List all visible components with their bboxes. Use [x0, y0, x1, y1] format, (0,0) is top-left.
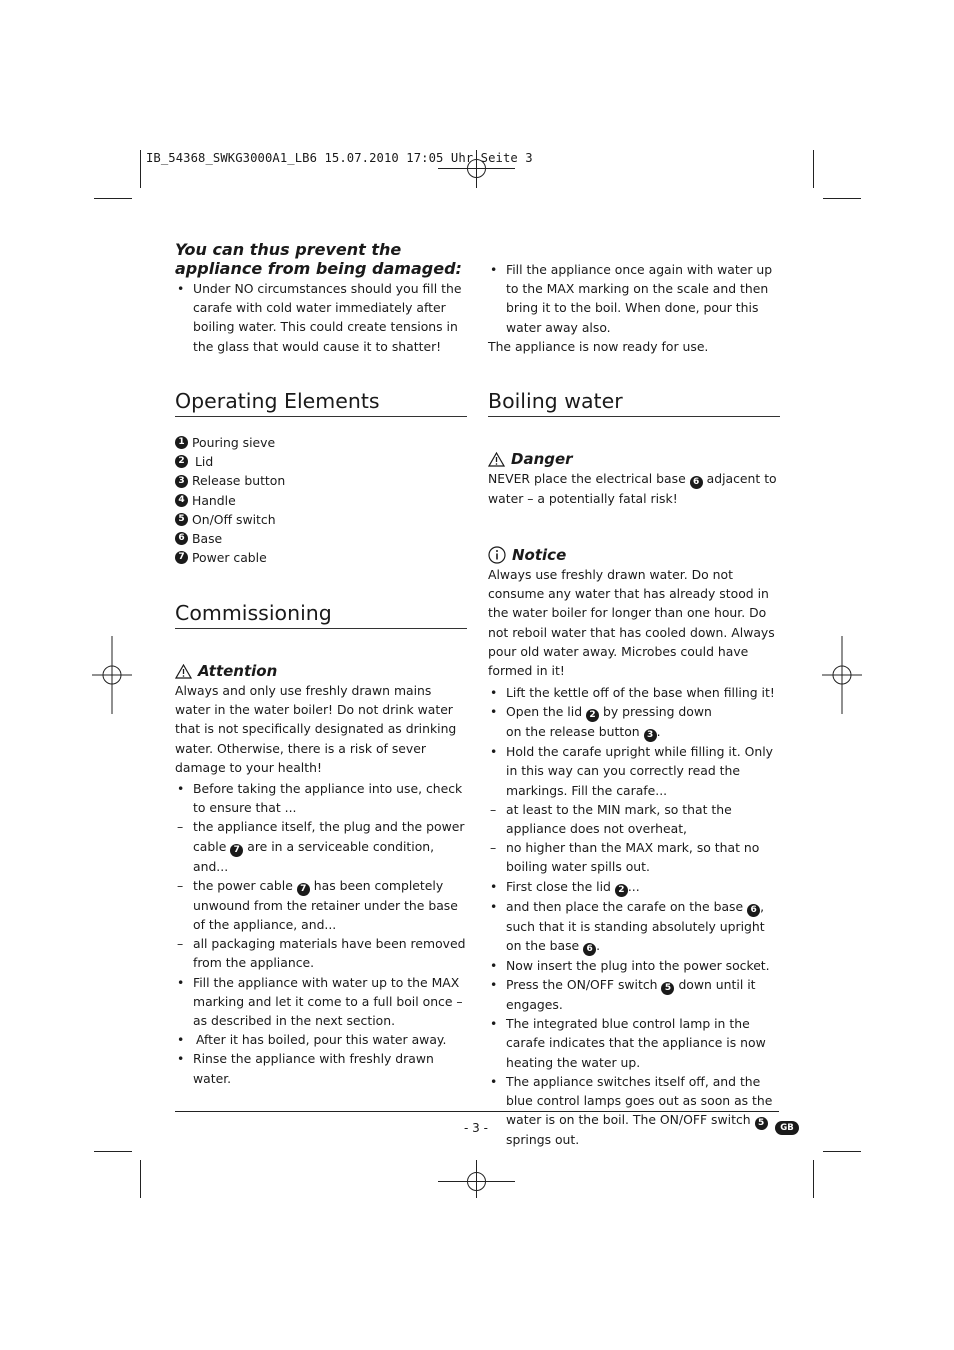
commissioning-heading: Commissioning — [175, 600, 467, 629]
language-badge: GB — [775, 1121, 799, 1135]
footer-rule — [175, 1111, 779, 1112]
number-badge: 6 — [747, 904, 760, 917]
registration-mark-left — [92, 636, 132, 714]
operating-elements-heading: Operating Elements — [175, 388, 467, 417]
registration-mark-right — [822, 636, 862, 714]
list-item: • First close the lid 2 ... — [490, 878, 640, 895]
list-item: • After it has boiled, pour this water away. — [177, 1032, 447, 1048]
list-item: 7 Power cable — [175, 548, 467, 567]
list-item: – all packaging materials have been removed from the appliance. — [177, 936, 466, 971]
list-item: – no higher than the MAX mark, so that no boiling water spills out. — [490, 840, 760, 875]
warning-triangle-icon — [488, 452, 505, 467]
operating-elements-list — [175, 433, 467, 567]
list-item: 1 Pouring sieve — [175, 433, 467, 452]
list-item: 5 On/Off switch — [175, 510, 467, 529]
list-item: • The integrated blue control lamp in the carafe indicates that the appliance is now heating the water up. — [490, 1016, 766, 1070]
list-item: – the appliance itself, the plug and the power cable 7 are in a serviceable condition, and... — [177, 819, 465, 874]
danger-note — [488, 449, 780, 508]
warning-triangle-icon — [175, 664, 192, 679]
number-badge: 2 — [586, 709, 599, 722]
number-badge: 2 — [175, 455, 188, 468]
list-item: • Fill the appliance once again with water up to the MAX marking on the scale and then bring it to the boil. When done, pour this water away also. — [490, 262, 773, 335]
list-item: • Press the ON/OFF switch 5 down until it engages. — [490, 977, 756, 1013]
notice-text: Always use freshly drawn water. Do not consume any water that has already stood in the water boiler for longer than one hour. Do not reboil water that has cooled down. Always pour old water away. Microbes could have formed in it! — [488, 567, 775, 679]
list-item: 3 Release button — [175, 471, 467, 490]
list-item: – at least to the MIN mark, so that the appliance does not overheat, — [490, 801, 732, 837]
fill-again-list — [488, 260, 780, 337]
number-badge: 7 — [175, 551, 188, 564]
registration-mark-bottom — [466, 1171, 487, 1192]
attention-note — [175, 661, 467, 777]
danger-title: Danger — [511, 450, 573, 468]
ready-text: The appliance is now ready for use. — [488, 339, 709, 354]
list-item: • Open the lid 2 by pressing down on the release button 3 . — [490, 704, 712, 741]
commissioning-section — [175, 600, 467, 629]
number-badge: 4 — [175, 494, 188, 507]
number-badge: 3 — [175, 475, 188, 488]
boiling-water-heading: Boiling water — [488, 388, 780, 417]
left-column — [175, 240, 467, 356]
attention-text: Always and only use freshly drawn mains water in the water boiler! Do not drink water that is not specifically designated as drinking water. Otherwise, there is a risk of sever damage to your health! — [175, 683, 457, 775]
boiling-water-section — [488, 388, 780, 417]
list-item: • Under NO circumstances should you fill the carafe with cold water immediately after boiling water. This could create tensions in the glass that would cause it to shatter! — [177, 281, 462, 354]
commissioning-checklist — [175, 779, 467, 1088]
number-badge: 6 — [175, 532, 188, 545]
number-badge: 5 — [755, 1117, 768, 1130]
notice-note — [488, 545, 780, 680]
number-badge: 3 — [644, 729, 657, 742]
prevent-list — [175, 279, 467, 356]
number-badge: 5 — [175, 513, 188, 526]
print-slug: IB_54368_SWKG3000A1_LB6 15.07.2010 17:05 Uhr Seite 3 — [146, 151, 533, 165]
number-badge: 6 — [690, 476, 703, 489]
number-badge: 6 — [583, 943, 596, 956]
number-badge: 1 — [175, 436, 188, 449]
list-item: 2 Lid — [175, 452, 467, 471]
list-item: • Lift the kettle off of the base when filling it! — [490, 685, 775, 700]
prevent-heading: You can thus prevent the appliance from being damaged: — [175, 240, 462, 278]
number-badge: 7 — [297, 883, 310, 896]
list-item: 6 Base — [175, 529, 467, 548]
number-badge: 2 — [615, 884, 628, 897]
number-badge: 5 — [661, 982, 674, 995]
attention-title: Attention — [198, 662, 278, 680]
page-number: - 3 - — [464, 1121, 488, 1135]
list-item: • and then place the carafe on the base 6 , such that it is standing absolutely upright on the base 6 . — [490, 898, 765, 954]
info-icon — [488, 546, 506, 564]
operating-elements-section — [175, 388, 467, 417]
danger-text: NEVER place the electrical base 6 adjacent to water – a potentially fatal risk! — [488, 471, 777, 506]
list-item: • The appliance switches itself off, and the blue control lamps goes out as soon as the water is on the boil. The ON/OFF switch 5 springs out. — [490, 1073, 773, 1148]
boiling-steps-list — [488, 683, 780, 1149]
list-item: – the power cable 7 has been completely unwound from the retainer under the base of the appliance, and... — [177, 877, 458, 933]
list-item: 4 Handle — [175, 491, 467, 510]
number-badge: 7 — [230, 844, 243, 857]
list-item: • Now insert the plug into the power socket. — [490, 957, 770, 973]
list-item: • Fill the appliance with water up to the MAX marking and let it come to a full boil once – as described in the next section. — [177, 974, 463, 1029]
notice-title: Notice — [512, 546, 567, 564]
list-item: • Hold the carafe upright while filling it. Only in this way can you correctly read the markings. Fill the carafe... — [490, 744, 773, 798]
list-item: • Rinse the appliance with freshly drawn water. — [177, 1051, 434, 1086]
list-item: • Before taking the appliance into use, check to ensure that ... — [177, 781, 463, 816]
